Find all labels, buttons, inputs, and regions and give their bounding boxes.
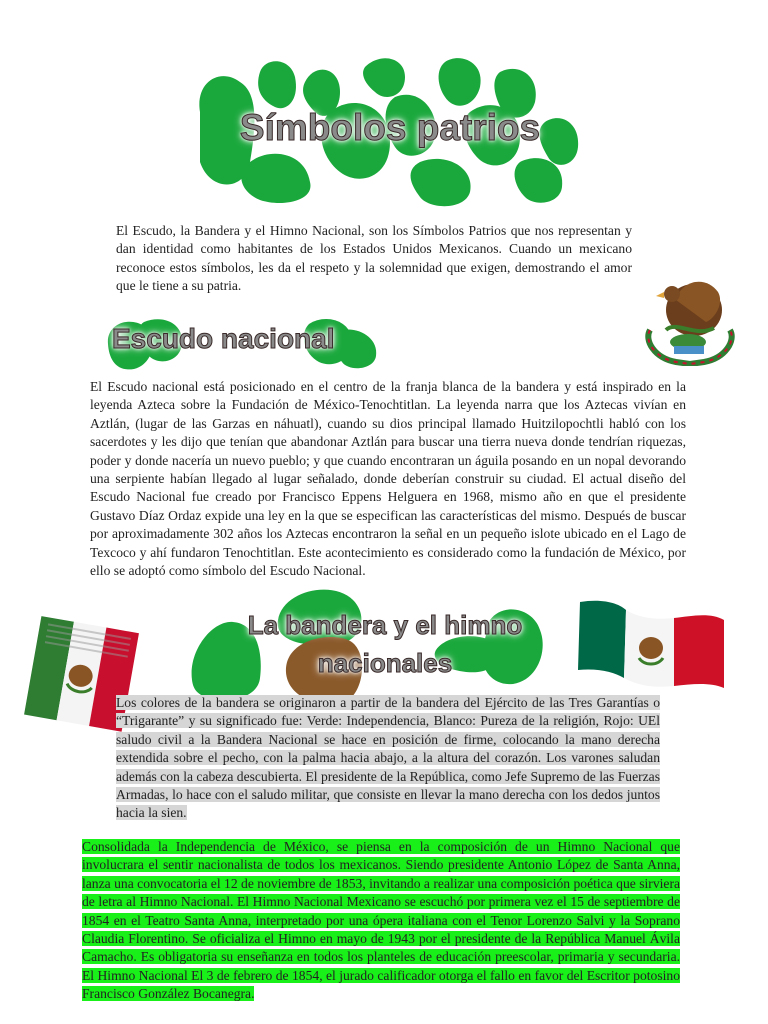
himno-paragraph [82, 838, 680, 1004]
bandera-heading-decoration [188, 580, 552, 708]
bandera-heading-line1: La bandera y el himno [247, 610, 523, 640]
bandera-text: Los colores de la bandera se originaron a partir de la bandera del Ejército de las Tres Garantías o “Trigarante” y su significado fue: Verde: Independencia, Blanco: Pureza de la religión, Rojo: UEl saludo civil a la Bandera Nacional se hace en posición de firme, colocando la mano derecha extendida sobre el pecho, con la palma hacia abajo, a la altura del corazón. Los varones saludan además con la cabeza descubierta. El presidente de la República, como Jefe Supremo de las Fuerzas Armadas, lo hace con el saludo militar, que consiste en llevar la mano derecha con los dedos juntos hacia la sien. [116, 695, 660, 821]
page-title: Símbolos patrios [239, 107, 541, 148]
escudo-paragraph: El Escudo nacional está posicionado en el centro de la franja blanca de la bandera y está inspirado en la leyenda Azteca sobre la Fundación de México-Tenochtitlan. La leyenda narra que los Aztecas vivían en Aztlán, (lugar de las Garzas en náhuatl), cuando su dios principal llamado Huitzilopochtli habló con los sacerdotes y les dijo que tenían que abandonar Aztlán para buscar una tierra nueva donde tendrían riquezas, poder y donde nacería un nuevo pueblo; y que cuando encontraran un águila posando en un nopal devorando una serpiente habían llegado al lugar señalado, donde deberían construir su ciudad. El actual diseño del Escudo Nacional fue creado por Francisco Eppens Helguera en 1968, mismo año en que el presidente Gustavo Díaz Ordaz expide una ley en la que se especifican las características del mismo. Después de buscar por aproximadamente 302 años los Aztecas encontraron la señal en un pequeño islote ubicado en el Lago de Texcoco y ahí fundaron Tenochtitlan. Este acontecimiento es considerado como la fundación de México, por ello se adoptó como símbolo del Escudo Nacional. [90, 379, 686, 579]
himno-text: Consolidada la Independencia de México, se piensa en la composición de un Himno Nacional que involucrara el sentir nacionalista de todos los mexicanos. Siendo presidente Antonio López de Santa Anna, lanza una convocatoria el 12 de noviembre de 1853, invitando a realizar una composición poética que sirviera de letra al Himno Nacional. El Himno Nacional Mexicano se escuchó por primera vez el 15 de septiembre de 1854 en el Teatro Santa Anna, interpretado por una ópera italiana con el Tenor Lorenzo Salvi y la Soprano Claudia Florentino. Se oficializa el Himno en mayo de 1943 por el presidente de la República Manuel Ávila Camacho. Es obligatoria su enseñanza en todos los planteles de educación preescolar, primaria y secundaria. El Himno Nacional El 3 de febrero de 1854, el jurado calificador otorga el fallo en favor del Escritor potosino Francisco González Bocanegra. [82, 839, 680, 1002]
bandera-heading-line2: nacionales [317, 648, 453, 678]
bandera-paragraph [116, 694, 660, 823]
mexican-flag-image [574, 596, 728, 692]
intro-paragraph: El Escudo, la Bandera y el Himno Nacional, son los Símbolos Patrios que nos representan y dan identidad como habitantes de los Estados Unidos Mexicanos. Cuando un mexicano reconoce estos símbolos, les da el respeto y la solemnidad que exigen, demostrando el amor que le tiene a su patria. [116, 223, 632, 294]
escudo-heading: Escudo nacional [112, 323, 335, 354]
coat-of-arms-icon [636, 270, 744, 366]
